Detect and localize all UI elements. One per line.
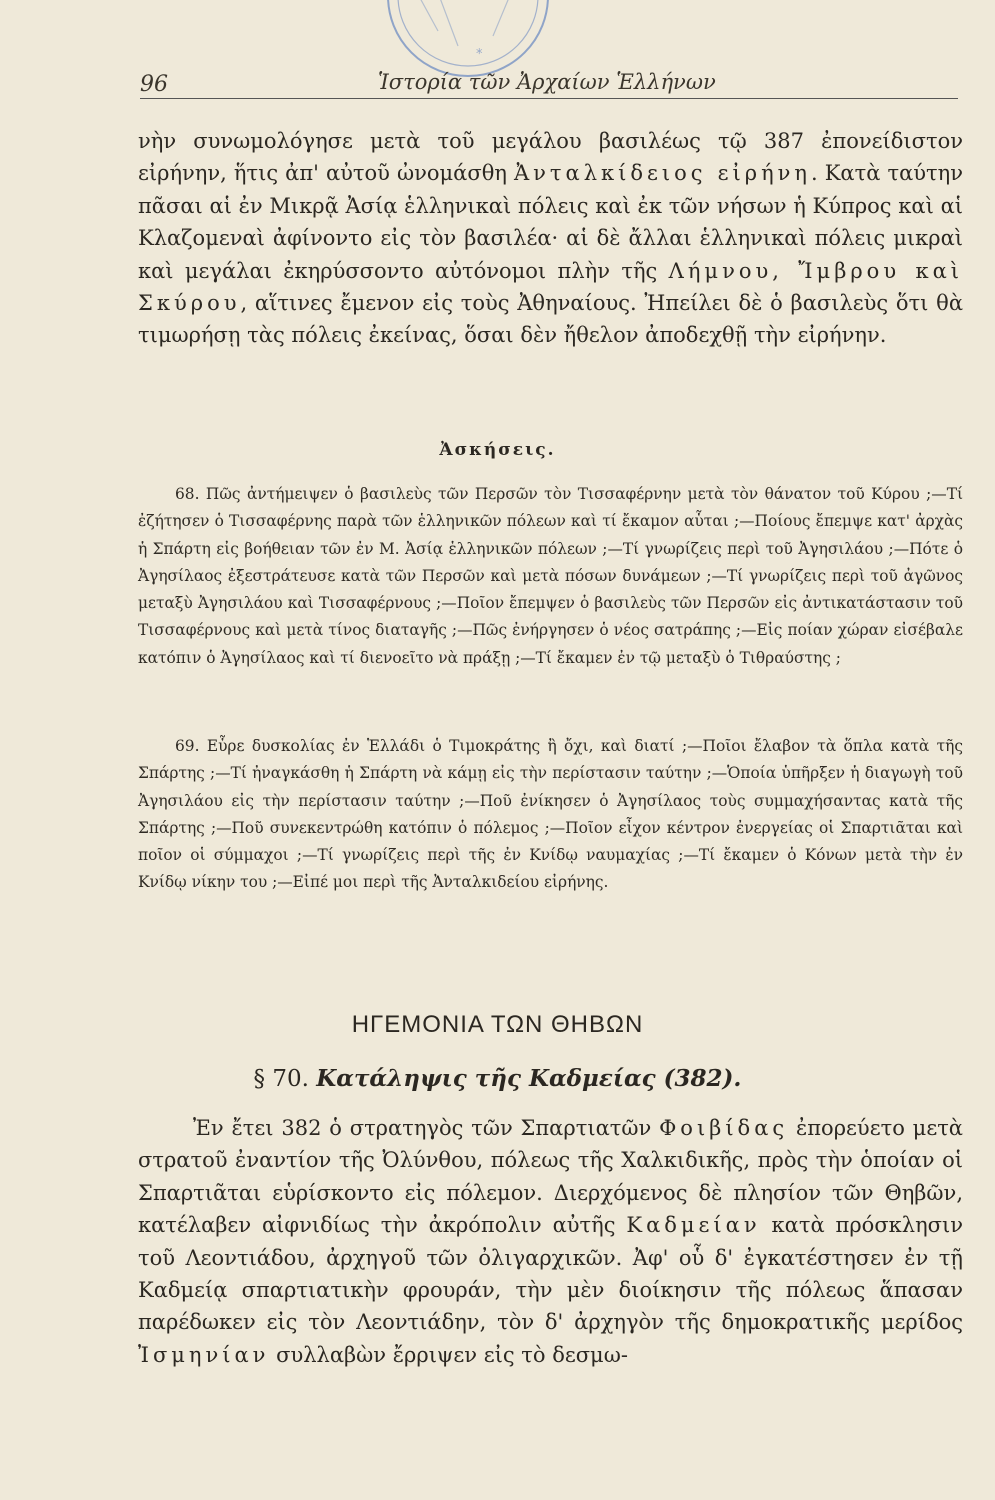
- paragraph-kadmeia: [138, 1112, 963, 1371]
- text-segment: νὴν συνωμολόγησε μετὰ τοῦ μεγάλου βασιλέως τῷ 387 ἐπονείδιστον εἰρήνην, ἥτις ἀπ' αὐτοῦ ὠνομάσθη: [138, 129, 963, 186]
- page-header: [140, 70, 960, 100]
- text-segment: ἐπορεύετο μετὰ στρατοῦ ἐναντίον τῆς Ὀλύνθου, πόλεως τῆς Χαλκιδικῆς, πρὸς τὴν ὁποίαν οἱ Σπαρτιᾶται εὑρίσκοντο εἰς πόλεμον. Διερχόμενος δὲ πλησίον τῶν Θηβῶν, κατέλαβεν αἰφνιδίως τὴν ἀκρόπολιν αὐτῆς: [138, 1116, 963, 1238]
- spaced-text: Φοιβίδας: [659, 1116, 789, 1140]
- spaced-text: Ἀνταλκίδειος εἰρήνη: [513, 161, 811, 186]
- spaced-text: Καδμείαν: [626, 1213, 761, 1238]
- exercise-69: 69. Εὗρε δυσκολίας ἐν Ἑλλάδι ὁ Τιμοκράτης ἢ ὄχι, καὶ διατί ;—Ποῖοι ἔλαβον τὰ ὅπλα κατὰ τῆς Σπάρτης ;—Τί ἠναγκάσθη ἡ Σπάρτη νὰ κάμῃ εἰς τὴν περίστασιν ταύτην ;—Ὁποία ὑπῆρξεν ἡ διαγωγὴ τοῦ Ἀγησιλάου εἰς τὴν περίστασιν ταύτην ;—Ποῦ ἐνίκησεν ὁ Ἀγησίλαος τοὺς συμμαχήσαντας κατὰ τῆς Σπάρτης ;—Ποῦ συνεκεντρώθη κατόπιν ὁ πόλεμος ;—Ποῖον εἶχον κέντρον ἐνεργείας οἱ Σπαρτιᾶται καὶ ποῖον οἱ σύμμαχοι ;—Τί γνωρίζεις περὶ τῆς ἐν Κνίδῳ ναυμαχίας ;—Τί ἔκαμεν ὁ Κόνων μετὰ τὴν ἐν Κνίδῳ νίκην του ;—Εἰπέ μοι περὶ τῆς Ἀνταλκιδείου εἰρήνης.: [138, 737, 963, 892]
- exercise-68: 68. Πῶς ἀντήμειψεν ὁ βασιλεὺς τῶν Περσῶν τὸν Τισσαφέρνην μετὰ τὸν θάνατον τοῦ Κύρου ;—Τί ἐζήτησεν ὁ Τισσαφέρνης παρὰ τῶν ἑλληνικῶν πόλεων καὶ τί ἔκαμον αὗται ;—Ποίους ἔπεμψε κατ' ἀρχὰς ἡ Σπάρτη εἰς βοήθειαν τῶν ἐν Μ. Ἀσίᾳ ἑλληνικῶν πόλεων ;—Τί γνωρίζεις περὶ τοῦ Ἀγησιλάου ;—Πότε ὁ Ἀγησίλαος ἐξεστράτευσε κατὰ τῶν Περσῶν καὶ μετὰ πόσων δυνάμεων ;—Τί γνωρίζεις περὶ τοῦ ἀγῶνος μεταξὺ Ἀγησιλάου καὶ Τισσαφέρνους ;—Ποῖον ἔπεμψεν ὁ βασιλεὺς τῶν Περσῶν εἰς ἀντικατάστασιν τοῦ Τισσαφέρνους καὶ μετὰ τίνος διαταγῆς ;—Πῶς ἐνήργησεν ὁ νέος σατράπης ;—Εἰς ποίαν χώραν εἰσέβαλε κατόπιν ὁ Ἀγησίλαος καὶ τί διενοεῖτο νὰ πράξῃ ;—Τί ἔκαμεν ἐν τῷ μεταξὺ ὁ Τιθραύστης ;: [138, 485, 963, 667]
- svg-text:*: *: [476, 47, 483, 62]
- subsection-heading: [0, 1065, 995, 1092]
- subsection-title: Κατάληψις τῆς Καδμείας (382).: [316, 1065, 742, 1092]
- text-segment: συλλαβὼν ἔρριψεν εἰς τὸ δεσμω-: [269, 1342, 628, 1367]
- spaced-text: Λήμνου, Ἴμβρου καὶ Σκύρου: [138, 258, 963, 316]
- page-number: 96: [140, 72, 168, 97]
- subsection-number: § 70.: [253, 1066, 317, 1092]
- text-segment: Ἐν ἔτει 382 ὁ στρατηγὸς τῶν Σπαρτιατῶν: [193, 1116, 660, 1140]
- exercises-heading: Ἀσκήσεις.: [439, 440, 556, 460]
- text-segment: . Κατὰ ταύτην πᾶσαι αἱ ἐν Μικρᾷ Ἀσίᾳ ἑλληνικαὶ πόλεις καὶ ἐκ τῶν νήσων ἡ Κύπρος καὶ αἱ Κλαζομεναὶ ἀφίνοντο εἰς τὸν βασιλέα· αἱ δὲ ἄλλαι ἑλληνικαὶ πόλεις μικραὶ καὶ μεγάλαι ἐκηρύσσοντο αὐτόνομοι πλὴν τῆς: [138, 161, 963, 283]
- section-title: ΗΓΕΜΟΝΙΑ ΤΩΝ ΘΗΒΩΝ: [351, 1011, 644, 1038]
- spaced-text: Ἰσμηνίαν: [138, 1342, 270, 1367]
- paragraph-antalkidas-peace: [138, 125, 963, 352]
- text-segment: , αἵτινες ἔμενον εἰς τοὺς Ἀθηναίους. Ἠπείλει δὲ ὁ βασιλεὺς ὅτι θὰ τιμωρήσῃ τὰς πόλεις ἐκείνας, ὅσαι δὲν ἤθελον ἀποδεχθῇ τὴν εἰρήνην.: [138, 291, 963, 348]
- text-segment: κατὰ πρόσκλησιν τοῦ Λεοντιάδου, ἀρχηγοῦ τῶν ὀλιγαρχικῶν. Ἀφ' οὗ δ' ἐγκατέστησεν ἐν τῇ Καδμείᾳ σπαρτιατικὴν φρουράν, τὴν μὲν διοίκησιν τῆς πόλεως ἅπασαν παρέδωκεν εἰς τὸν Λεοντιάδην, τὸν δ' ἀρχηγὸν τῆς δημοκρατικῆς μερίδος: [138, 1213, 964, 1335]
- header-rule: [140, 98, 958, 99]
- running-title: Ἱστορία τῶν Ἀρχαίων Ἑλλήνων: [378, 70, 716, 94]
